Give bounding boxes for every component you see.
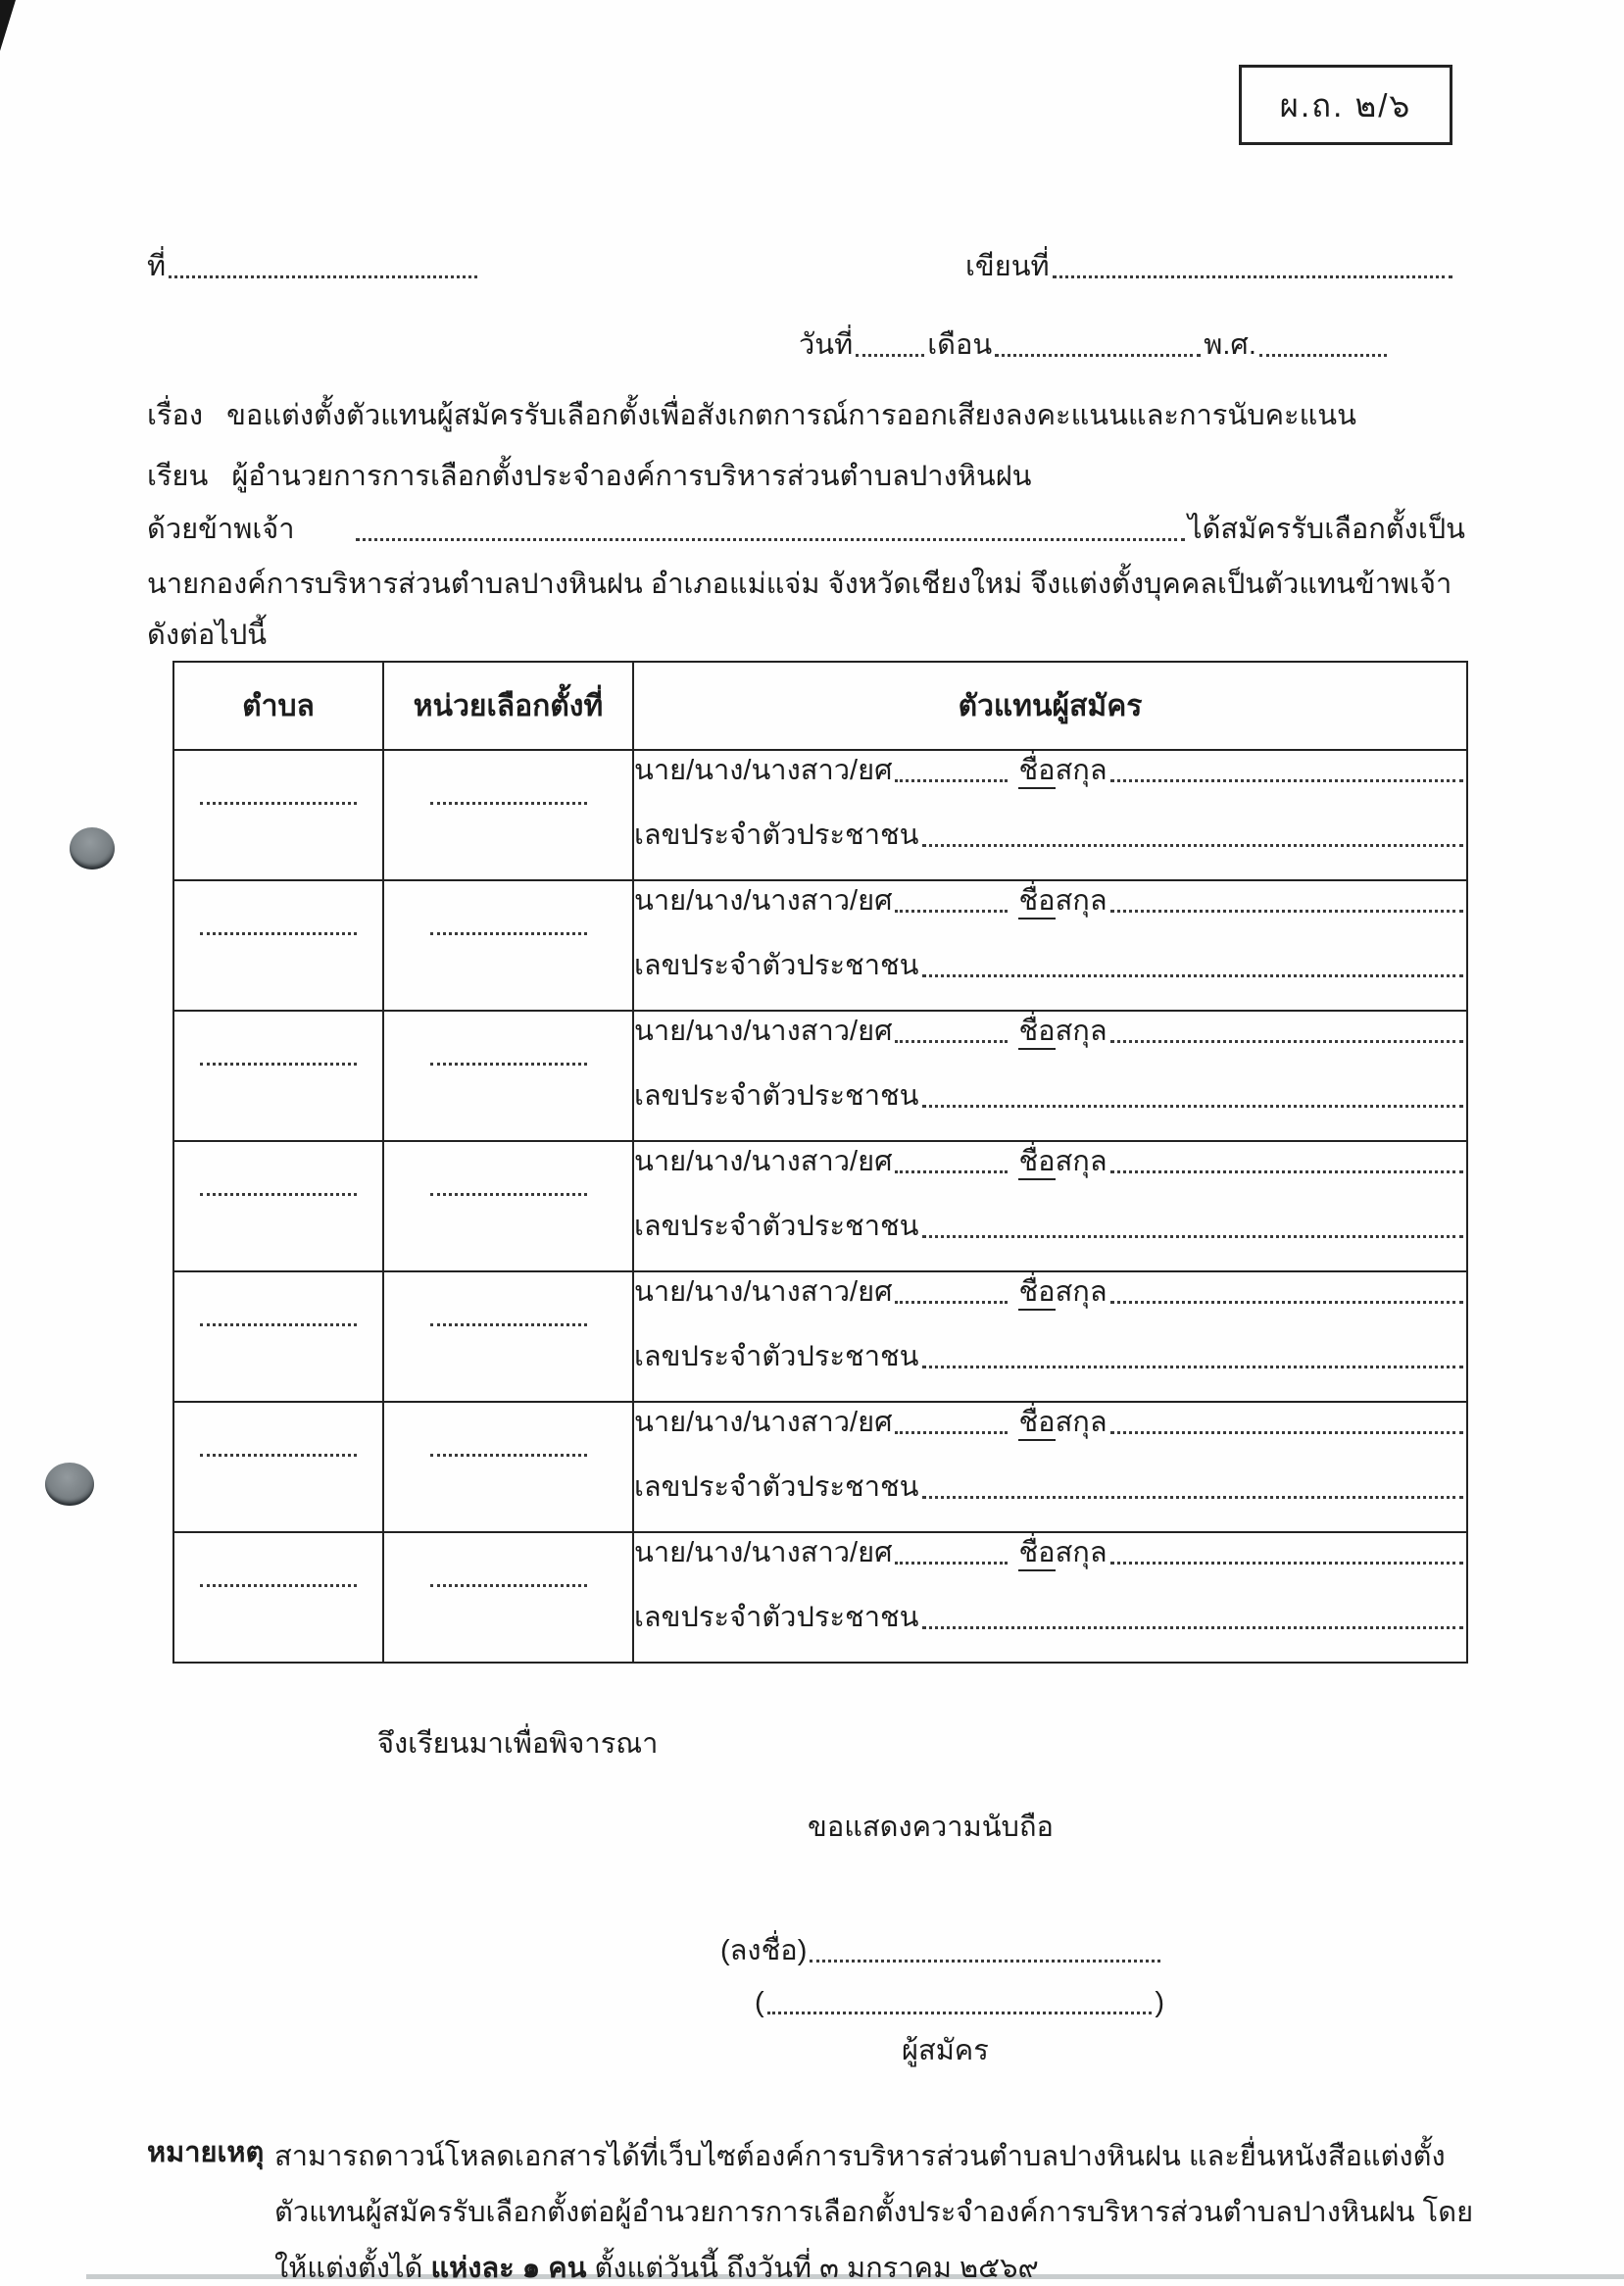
title-options-label: นาย/นาง/นางสาว/ยศ [634,1537,893,1568]
body-line-1 [147,510,1465,549]
subject-text: ขอแต่งตั้งตัวแทนผู้สมัครรับเลือกตั้งเพื่อสังเกตการณ์การออกเสียงลงคะแนนและการนับคะแนน [226,400,1356,431]
dotted-line [200,1454,357,1457]
dotted-line [895,1040,1008,1043]
name-label-rest: สกุล [1055,755,1107,786]
signer-name-row [755,1983,1164,2022]
dotted-line [200,1584,357,1587]
id-number-label: เลขประจำตัวประชาชน [634,1602,919,1633]
id-number-label: เลขประจำตัวประชาชน [634,1080,919,1112]
table-header-row [173,662,1467,750]
dotted-line [922,974,1464,977]
dotted-line [430,1584,587,1587]
subdistrict-cell [173,750,383,880]
polling-unit-cell [383,1011,633,1141]
dotted-line [1110,910,1463,913]
body-line-2 [147,565,1465,604]
id-number-label: เลขประจำตัวประชาชน [634,1471,919,1503]
dotted-line [895,910,1008,913]
body-line-3-text: ดังต่อไปนี้ [147,620,268,651]
era-label: พ.ศ. [1204,329,1256,361]
dotted-line [356,538,1185,541]
doc-number-slot [147,247,490,286]
note-label: หมายเหตุ [147,2137,265,2168]
name-label-underlined: ชื่อ [1018,1537,1055,1571]
dotted-line [922,1105,1464,1108]
dotted-line [200,932,357,935]
doc-number-label: ที่ [147,251,167,282]
subdistrict-cell [173,1532,383,1663]
polling-unit-cell [383,1532,633,1663]
dotted-line [200,1323,357,1326]
signer-role-line [902,2031,1465,2070]
note-line-2: ตัวแทนผู้สมัครรับเลือกตั้งต่อผู้อำนวยการการเลือกตั้งประจำองค์การบริหารส่วนตำบลปางหินฝน โดย [274,2197,1474,2228]
title-options-label: นาย/นาง/นางสาว/ยศ [634,1016,893,1047]
polling-unit-cell [383,880,633,1011]
name-label-underlined: ชื่อ [1018,1276,1055,1311]
date-row [799,325,1444,365]
consideration-text: จึงเรียนมาเพื่อพิจารณา [377,1728,659,1760]
note-block [147,2129,1474,2286]
signature-row [720,1931,1163,1970]
name-dotted-line [767,2012,1153,2014]
id-number-line [634,1598,1466,1637]
title-options-label: นาย/นาง/นางสาว/ยศ [634,1146,893,1177]
dotted-line [1110,1301,1463,1304]
representative-name-line [634,1533,1466,1572]
id-number-label: เลขประจำตัวประชาชน [634,1341,919,1372]
subdistrict-cell [173,1271,383,1402]
header-representative: ตัวแทนผู้สมัคร [633,662,1467,750]
note-line-1: สามารถดาวน์โหลดเอกสารได้ที่เว็บไซต์องค์การบริหารส่วนตำบลปางหินฝน และยื่นหนังสือแต่งตั้ง [274,2141,1446,2172]
name-label-underlined: ชื่อ [1018,885,1055,919]
written-at-slot [965,247,1455,286]
dotted-line [1110,1040,1463,1043]
dotted-line [895,1170,1008,1173]
id-number-line [634,1076,1466,1116]
note-line-3-bold: แห่งละ ๑ คน [430,2253,587,2284]
representatives-table [172,661,1468,1664]
table-row [173,1011,1467,1141]
representative-name-line [634,1012,1466,1051]
id-number-label: เลขประจำตัวประชาชน [634,820,919,851]
id-number-line [634,1337,1466,1376]
representative-cell [633,750,1467,880]
dotted-line [1110,1562,1463,1565]
dotted-line [1110,779,1463,782]
body-line-1-suffix: ได้สมัครรับเลือกตั้งเป็น [1188,514,1465,545]
name-label-rest: สกุล [1055,885,1107,917]
consideration-line [377,1724,1465,1764]
title-options-label: นาย/นาง/นางสาว/ยศ [634,885,893,917]
dotted-line [1259,354,1387,357]
name-label-underlined: ชื่อ [1018,1407,1055,1441]
doc-number-row [147,247,1465,286]
body-line-3 [147,616,1465,655]
signer-role-text: ผู้สมัคร [902,2035,989,2066]
id-number-label: เลขประจำตัวประชาชน [634,1211,919,1242]
dotted-line [856,354,924,357]
subdistrict-cell [173,1141,383,1271]
header-subdistrict: ตำบล [173,662,383,750]
table-row [173,1532,1467,1663]
dotted-line [430,932,587,935]
signature-dotted-line [810,1960,1160,1963]
title-options-label: นาย/นาง/นางสาว/ยศ [634,755,893,786]
dotted-line [430,1063,587,1066]
table-row [173,1402,1467,1532]
polling-unit-cell [383,1402,633,1532]
name-label-rest: สกุล [1055,1146,1107,1177]
note-line-3 [274,2241,1473,2286]
subdistrict-cell [173,880,383,1011]
dotted-line [895,1301,1008,1304]
dotted-line [430,1323,587,1326]
name-label-underlined: ชื่อ [1018,1016,1055,1050]
dotted-line [895,1562,1008,1565]
name-label-rest: สกุล [1055,1407,1107,1438]
name-label-rest: สกุล [1055,1016,1107,1047]
dotted-line [922,1496,1464,1499]
note-line-3-post: ตั้งแต่วันนี้ ถึงวันที่ ๓ มกราคม ๒๕๖๙ [586,2253,1039,2284]
dotted-line [430,1193,587,1196]
name-surname-label [1018,1142,1107,1181]
name-label-rest: สกุล [1055,1537,1107,1568]
dotted-line [895,1431,1008,1434]
respect-text: ขอแสดงความนับถือ [808,1812,1054,1843]
table-row [173,1271,1467,1402]
id-number-line [634,946,1466,985]
representative-cell [633,1141,1467,1271]
representative-name-line [634,881,1466,920]
name-surname-label [1018,881,1107,920]
salutation-row [147,457,1465,496]
dotted-line [169,275,477,278]
representative-name-line [634,1272,1466,1312]
polling-unit-cell [383,1141,633,1271]
representative-cell [633,1402,1467,1532]
body-intro-label: ด้วยข้าพเจ้า [147,514,295,545]
representative-cell [633,880,1467,1011]
subdistrict-cell [173,1011,383,1141]
form-code-box [1239,65,1452,145]
dotted-line [922,1626,1464,1629]
paren-open: ( [755,1987,764,2018]
representative-name-line [634,751,1466,790]
dotted-line [1053,275,1452,278]
header-polling-unit: หน่วยเลือกตั้งที่ [383,662,633,750]
date-label: วันที่ [799,329,854,361]
scanner-corner-artifact [0,0,16,51]
representative-cell [633,1271,1467,1402]
polling-unit-cell [383,750,633,880]
id-number-line [634,1207,1466,1246]
subject-label: เรื่อง [147,400,204,431]
month-label: เดือน [927,329,993,361]
id-number-line [634,816,1466,855]
name-surname-label [1018,1012,1107,1051]
dotted-line [995,354,1201,357]
body-line-2-text: นายกองค์การบริหารส่วนตำบลปางหินฝน อำเภอแม่แจ่ม จังหวัดเชียงใหม่ จึงแต่งตั้งบุคคลเป็นตัวแทนข้าพเจ้า [147,569,1452,600]
table-row [173,1141,1467,1271]
table-row [173,880,1467,1011]
representative-name-line [634,1403,1466,1442]
respect-line [808,1808,1465,1847]
name-label-underlined: ชื่อ [1018,1146,1055,1180]
table-row [173,750,1467,880]
document-body [0,247,1624,2286]
name-label-underlined: ชื่อ [1018,755,1055,789]
subject-row [147,396,1465,435]
title-options-label: นาย/นาง/นางสาว/ยศ [634,1276,893,1308]
dotted-line [430,1454,587,1457]
polling-unit-cell [383,1271,633,1402]
sign-label: (ลงชื่อ) [720,1935,808,1966]
dotted-line [895,779,1008,782]
dotted-line [430,802,587,805]
name-surname-label [1018,1533,1107,1572]
representative-cell [633,1532,1467,1663]
name-surname-label [1018,1272,1107,1312]
dotted-line [200,1193,357,1196]
name-surname-label [1018,751,1107,790]
representative-cell [633,1011,1467,1141]
dotted-line [200,1063,357,1066]
title-options-label: นาย/นาง/นางสาว/ยศ [634,1407,893,1438]
dotted-line [922,1235,1464,1238]
note-line-3-pre: ให้แต่งตั้งได้ [274,2253,431,2284]
representative-name-line [634,1142,1466,1181]
name-label-rest: สกุล [1055,1276,1107,1308]
paren-close: ) [1155,1987,1164,2018]
dotted-line [1110,1170,1463,1173]
dotted-line [922,844,1464,847]
note-text [274,2129,1473,2286]
id-number-line [634,1467,1466,1507]
written-at-label: เขียนที่ [965,251,1050,282]
dotted-line [922,1366,1464,1368]
salutation-text: ผู้อำนวยการการเลือกตั้งประจำองค์การบริหารส่วนตำบลปางหินฝน [231,461,1032,492]
subdistrict-cell [173,1402,383,1532]
salutation-label: เรียน [147,461,209,492]
dotted-line [1110,1431,1463,1434]
name-surname-label [1018,1403,1107,1442]
dotted-line [200,802,357,805]
form-code: ผ.ถ. ๒/๖ [1279,86,1412,124]
id-number-label: เลขประจำตัวประชาชน [634,950,919,981]
